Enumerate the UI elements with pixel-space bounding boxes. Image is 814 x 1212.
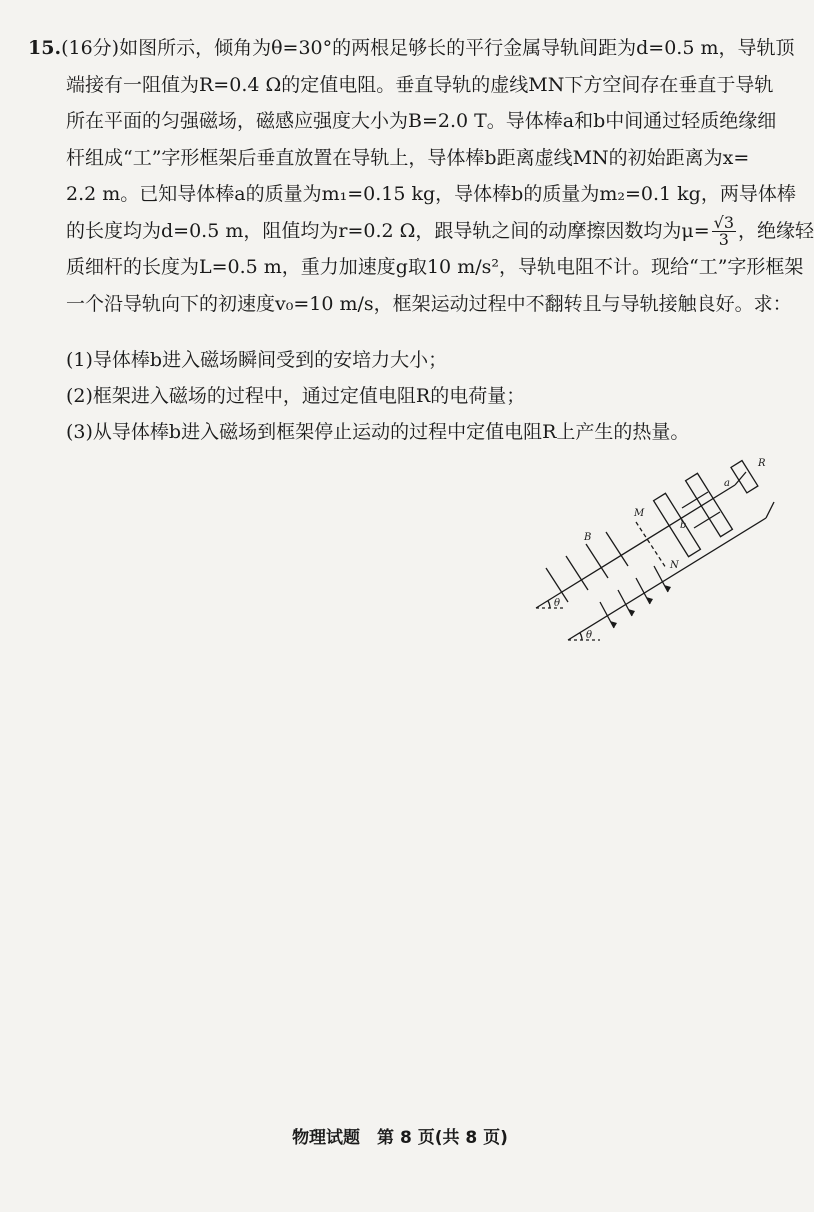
arrow-head-1 (610, 621, 617, 628)
bar-b (654, 493, 701, 556)
problem-line-4: 杆组成“工”字形框架后垂直放置在导轨上，导体棒b距离虚线MN的初始距离为x= (66, 146, 750, 169)
rod-upper (682, 492, 708, 508)
resistor (731, 461, 758, 493)
problem-line-2: 端接有一阻值为R=0.4 Ω的定值电阻。垂直导轨的虚线MN下方空间存在垂直于导轨 (66, 73, 774, 96)
upper-rail (536, 485, 735, 608)
arrow-head-2 (628, 609, 635, 616)
angle-arc-2 (580, 633, 582, 640)
label-r: R (758, 458, 766, 469)
label-n: N (670, 560, 679, 571)
problem-15 (28, 30, 814, 322)
angle-arc-1 (548, 601, 550, 608)
label-b: b (680, 520, 687, 531)
label-b-field: B (584, 532, 592, 543)
problem-score: (16分) (61, 37, 120, 59)
label-theta-1: θ (554, 598, 561, 609)
problem-line-3: 所在平面的匀强磁场，磁感应强度大小为B=2.0 T。导体棒a和b中间通过轻质绝缘细 (66, 110, 777, 132)
field-line-2 (586, 544, 608, 578)
arrow-head-4 (664, 585, 671, 592)
problem-number: 15. (28, 37, 62, 59)
question-3: (3)从导体棒b进入磁场到框架停止运动的过程中定值电阻R上产生的热量。 (66, 421, 690, 443)
field-line-4 (546, 568, 568, 602)
arrow-head-3 (646, 597, 653, 604)
lower-rail (568, 518, 766, 640)
problem-line-5: 2.2 m。已知导体棒a的质量为m₁=0.15 kg，导体棒b的质量为m₂=0.1 kg，两导体棒 (66, 183, 796, 205)
question-2: (2)框架进入磁场的过程中，通过定值电阻R的电荷量； (66, 385, 526, 407)
fraction-sqrt3-over-3: $\frac{√3}{3}$ (713, 213, 735, 249)
label-m: M (634, 508, 645, 519)
problem-line-6: 的长度均为d=0.5 m，阻值均为r=0.2 Ω，跟导轨之间的动摩擦因数均为μ= $\frac{√3}{3}$ ，绝缘轻 (66, 213, 814, 249)
label-theta-2: θ (586, 630, 593, 641)
field-line-1 (566, 556, 588, 590)
resistor-lead-bottom (766, 502, 774, 518)
rail-diagram (530, 450, 780, 650)
boundary-mn (636, 522, 666, 568)
question-list (66, 342, 766, 450)
problem-line-8: 一个沿导轨向下的初速度v₀=10 m/s，框架运动过程中不翻转且与导轨接触良好。求： (66, 292, 792, 315)
question-1: (1)导体棒b进入磁场瞬间受到的安培力大小； (66, 349, 448, 371)
problem-line-1: 15.(16分)如图所示，倾角为θ=30°的两根足够长的平行金属导轨间距为d=0.5 m，导轨顶 (28, 37, 795, 59)
label-a: a (724, 478, 730, 489)
problem-line-7: 质细杆的长度为L=0.5 m，重力加速度g取10 m/s²，导轨电阻不计。现给“工”字形框架 (66, 256, 804, 278)
field-line-3 (606, 532, 628, 566)
page-footer: 物理试题 第 8 页(共 8 页) (292, 1128, 508, 1148)
